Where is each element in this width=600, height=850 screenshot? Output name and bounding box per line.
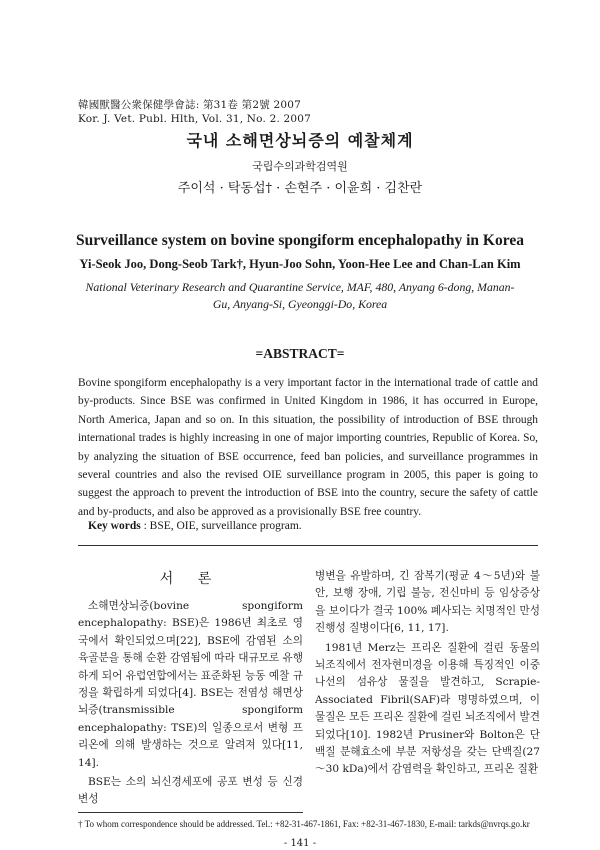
abstract-body: Bovine spongiform encephalopathy is a very important factor in the international trade of cattle and by-products. Since BSE was confirmed in United Kingdom in 1986, it has occurred in Europe, North America, Japan and so on. In this situation, the possibility of introduction of BSE through international trades is highly increasing in one of major importing countries, Republic of Korea. So, by analyzing the situation of BSE occurrence, feed ban policies, and surveillance programmes in several countries and also the revised OIE surveillance program in 2005, this paper is going to suggest the approach to prevent the introduction of BSE into the country, secure the safety of cattle and by-products, and also be approved as a provisionally BSE free country. [78,377,538,518]
left-column [78,598,303,809]
english-authors: Yi-Seok Joo, Dong-Seob Tark†, Hyun-Joo Sohn, Yoon-Hee Lee and Chan-Lan Kim [79,257,521,271]
affiliation: National Veterinary Research and Quarantine Service, MAF, 480, Anyang 6-dong, Manan-Gu, Anyang-Si, Gyeonggi-Do, Korea [85,280,515,311]
keywords [88,520,302,532]
korean-title: 국내 소해면상뇌증의 예찰체계 [186,131,414,150]
right-paragraph-1: 병변을 유발하며, 긴 잠복기(평균 4～5년)와 불안, 보행 장애, 기립 불능, 전신마비 등 임상증상을 보이다가 결국 100% 폐사되는 치명적인 만성 진행성 질병이다[6, 11, 17]. [315,570,540,635]
english-title: Surveillance system on bovine spongiform encephalopathy in Korea [76,232,524,249]
abstract-heading: =ABSTRACT= [255,346,345,361]
korean-institution: 국립수의과학검역원 [252,160,348,173]
left-paragraph-1: 소해면상뇌증(bovine spongiform encephalopathy: BSE)은 1986년 최초로 영국에서 확인되었으며[22], BSE에 감염된 소의 육골분을 통해 순환 감염됨에 따라 대규모로 유행하게 되어 유럽연합에서는 표준화된 능동 예찰 규정을 확립하게 되었다[4]. BSE는 전염성 해면상뇌증(transmissible spongiform encephalopathy: TSE)의 일종으로서 변형 프리온에 의해 발생하는 것으로 알려져 있다[11, 14]. [78,600,303,769]
right-paragraph-2: 1981년 Merz는 프리온 질환에 걸린 동물의 뇌조직에서 전자현미경을 이용해 특징적인 이중 나선의 섬유상 물질을 발견하고, Scrapie-Associated Fibril(SAF)라 명명하였으며, 이 물질은 모든 프리온 질환에 걸린 뇌조직에서 발견되었다[10]. 1982년 Prusiner와 Bolton은 단백질 분해효소에 부분 저항성을 갖는 단백질(27～30 kDa)에서 감염력을 확인하고, 프리온 질환 [315,641,540,776]
journal-citation [78,98,311,126]
left-paragraph-2: BSE는 소의 뇌신경세포에 공포 변성 등 신경 변성 [78,776,303,806]
correspondence-footnote: † To whom correspondence should be addressed. Tel.: +82-31-467-1861, Fax: +82-31-467-1830, E-mail: tarkds@nvrqs.go.kr [78,819,530,829]
footnote-divider [78,812,303,813]
abstract-divider [78,545,538,546]
right-column [315,568,540,779]
korean-authors: 주이석 · 탁동섭† · 손현주 · 이윤희 · 김찬란 [177,181,423,196]
section-heading: 서 론 [159,571,222,587]
page-number: - 141 - [283,838,317,849]
keywords-label: Key words [88,520,141,532]
journal-citation-korean: 韓國獸醫公衆保健學會誌: 第31卷 第2號 2007 [78,99,302,111]
journal-citation-english: Kor. J. Vet. Publ. Hlth, Vol. 31, No. 2. 2007 [78,113,312,125]
keywords-value: : BSE, OIE, surveillance program. [143,520,302,532]
